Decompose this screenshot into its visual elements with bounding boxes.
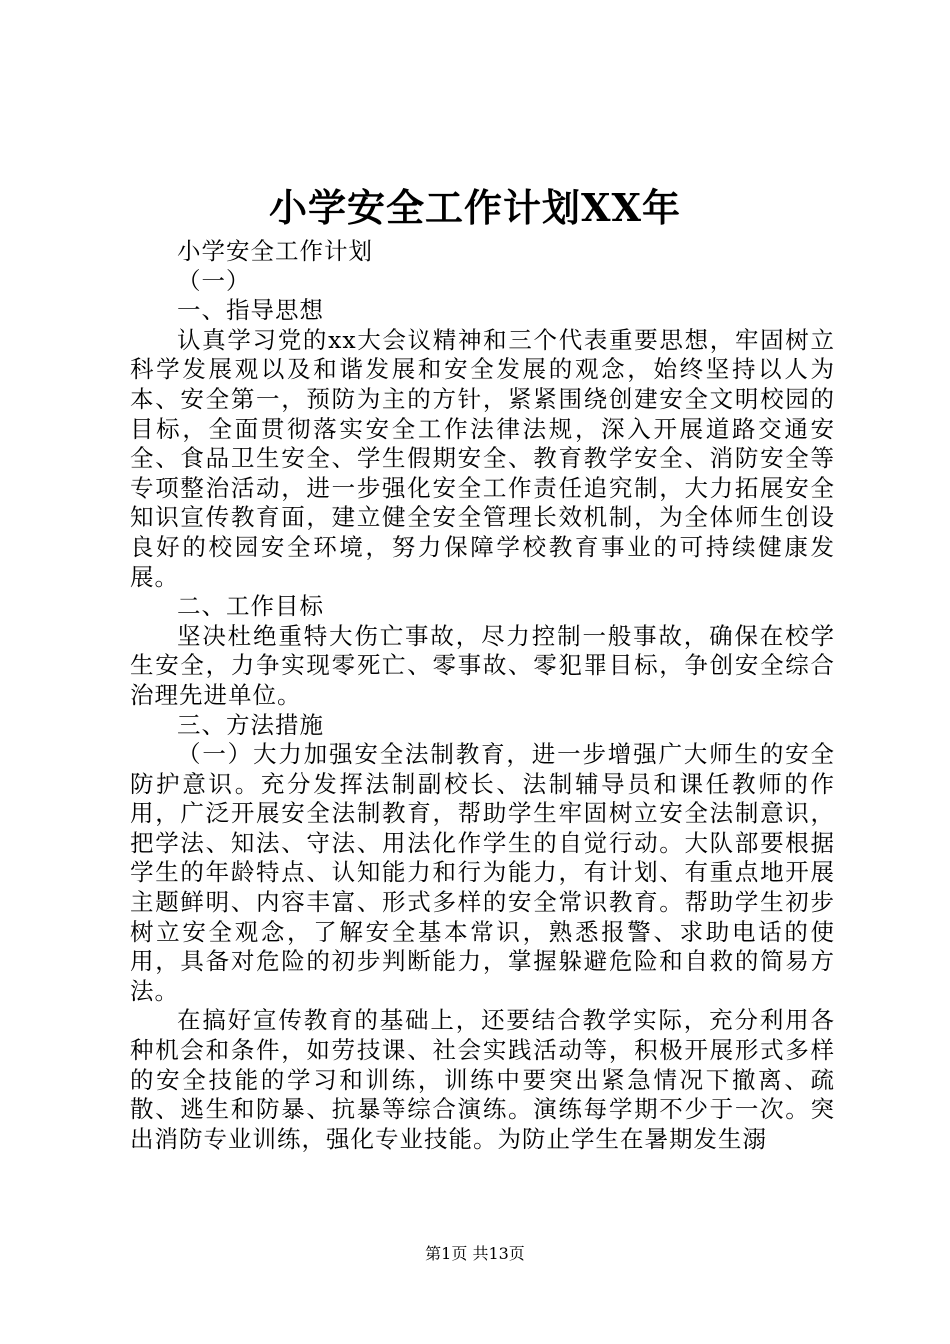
paragraph-methods-1: （一）大力加强安全法制教育，进一步增强广大师生的安全防护意识。充分发挥法制副校长、法制辅导员和课任教师的作用，广泛开展安全法制教育，帮助学生牢固树立安全法制意识，把学法、知法、守法、用法化作学生的自觉行动。大队部要根据学生的年龄特点、认知能力和行为能力，有计划、有重点地开展主题鲜明、内容丰富、形式多样的安全常识教育。帮助学生初步树立安全观念，了解安全基本常识，熟悉报警、求助电话的使用，具备对危险的初步判断能力，掌握躲避危险和自救的简易方法。 (130, 740, 835, 1005)
heading-guiding-ideology: 一、指导思想 (177, 296, 324, 325)
document-title: 小学安全工作计划XX年 (269, 185, 681, 230)
subtitle-paragraph: 小学安全工作计划 (177, 237, 373, 265)
document-body (130, 237, 835, 1154)
paragraph-guiding-ideology: 认真学习党的xx大会议精神和三个代表重要思想，牢固树立科学发展观以及和谐发展和安全发展的观念，始终坚持以人为本、安全第一，预防为主的方针，紧紧围绕创建安全文明校园的目标，全面贯彻落实安全工作法律法规，深入开展道路交通安全、食品卫生安全、学生假期安全、教育教学安全、消防安全等专项整治活动，进一步强化安全工作责任追究制，大力拓展安全知识宣传教育面，建立健全安全管理长效机制，为全体师生创设良好的校园安全环境，努力保障学校教育事业的可持续健康发展。 (130, 325, 835, 591)
paragraph-methods-2: 在搞好宣传教育的基础上，还要结合教学实际，充分利用各种机会和条件，如劳技课、社会实践活动等，积极开展形式多样的安全技能的学习和训练，训练中要突出紧急情况下撤离、疏散、逃生和防暴、抗暴等综合演练。演练每学期不少于一次。突出消防专业训练，强化专业技能。为防止学生在暑期发生溺 (130, 1006, 835, 1153)
heading-work-goals: 二、工作目标 (177, 592, 324, 621)
heading-methods: 三、方法措施 (177, 710, 324, 739)
section-number-paragraph: （一） (177, 266, 251, 295)
paragraph-work-goals: 坚决杜绝重特大伤亡事故，尽力控制一般事故，确保在校学生安全，力争实现零死亡、零事故、零犯罪目标，争创安全综合治理先进单位。 (130, 621, 835, 709)
page-footer: 第1页 共13页 (425, 1244, 525, 1263)
